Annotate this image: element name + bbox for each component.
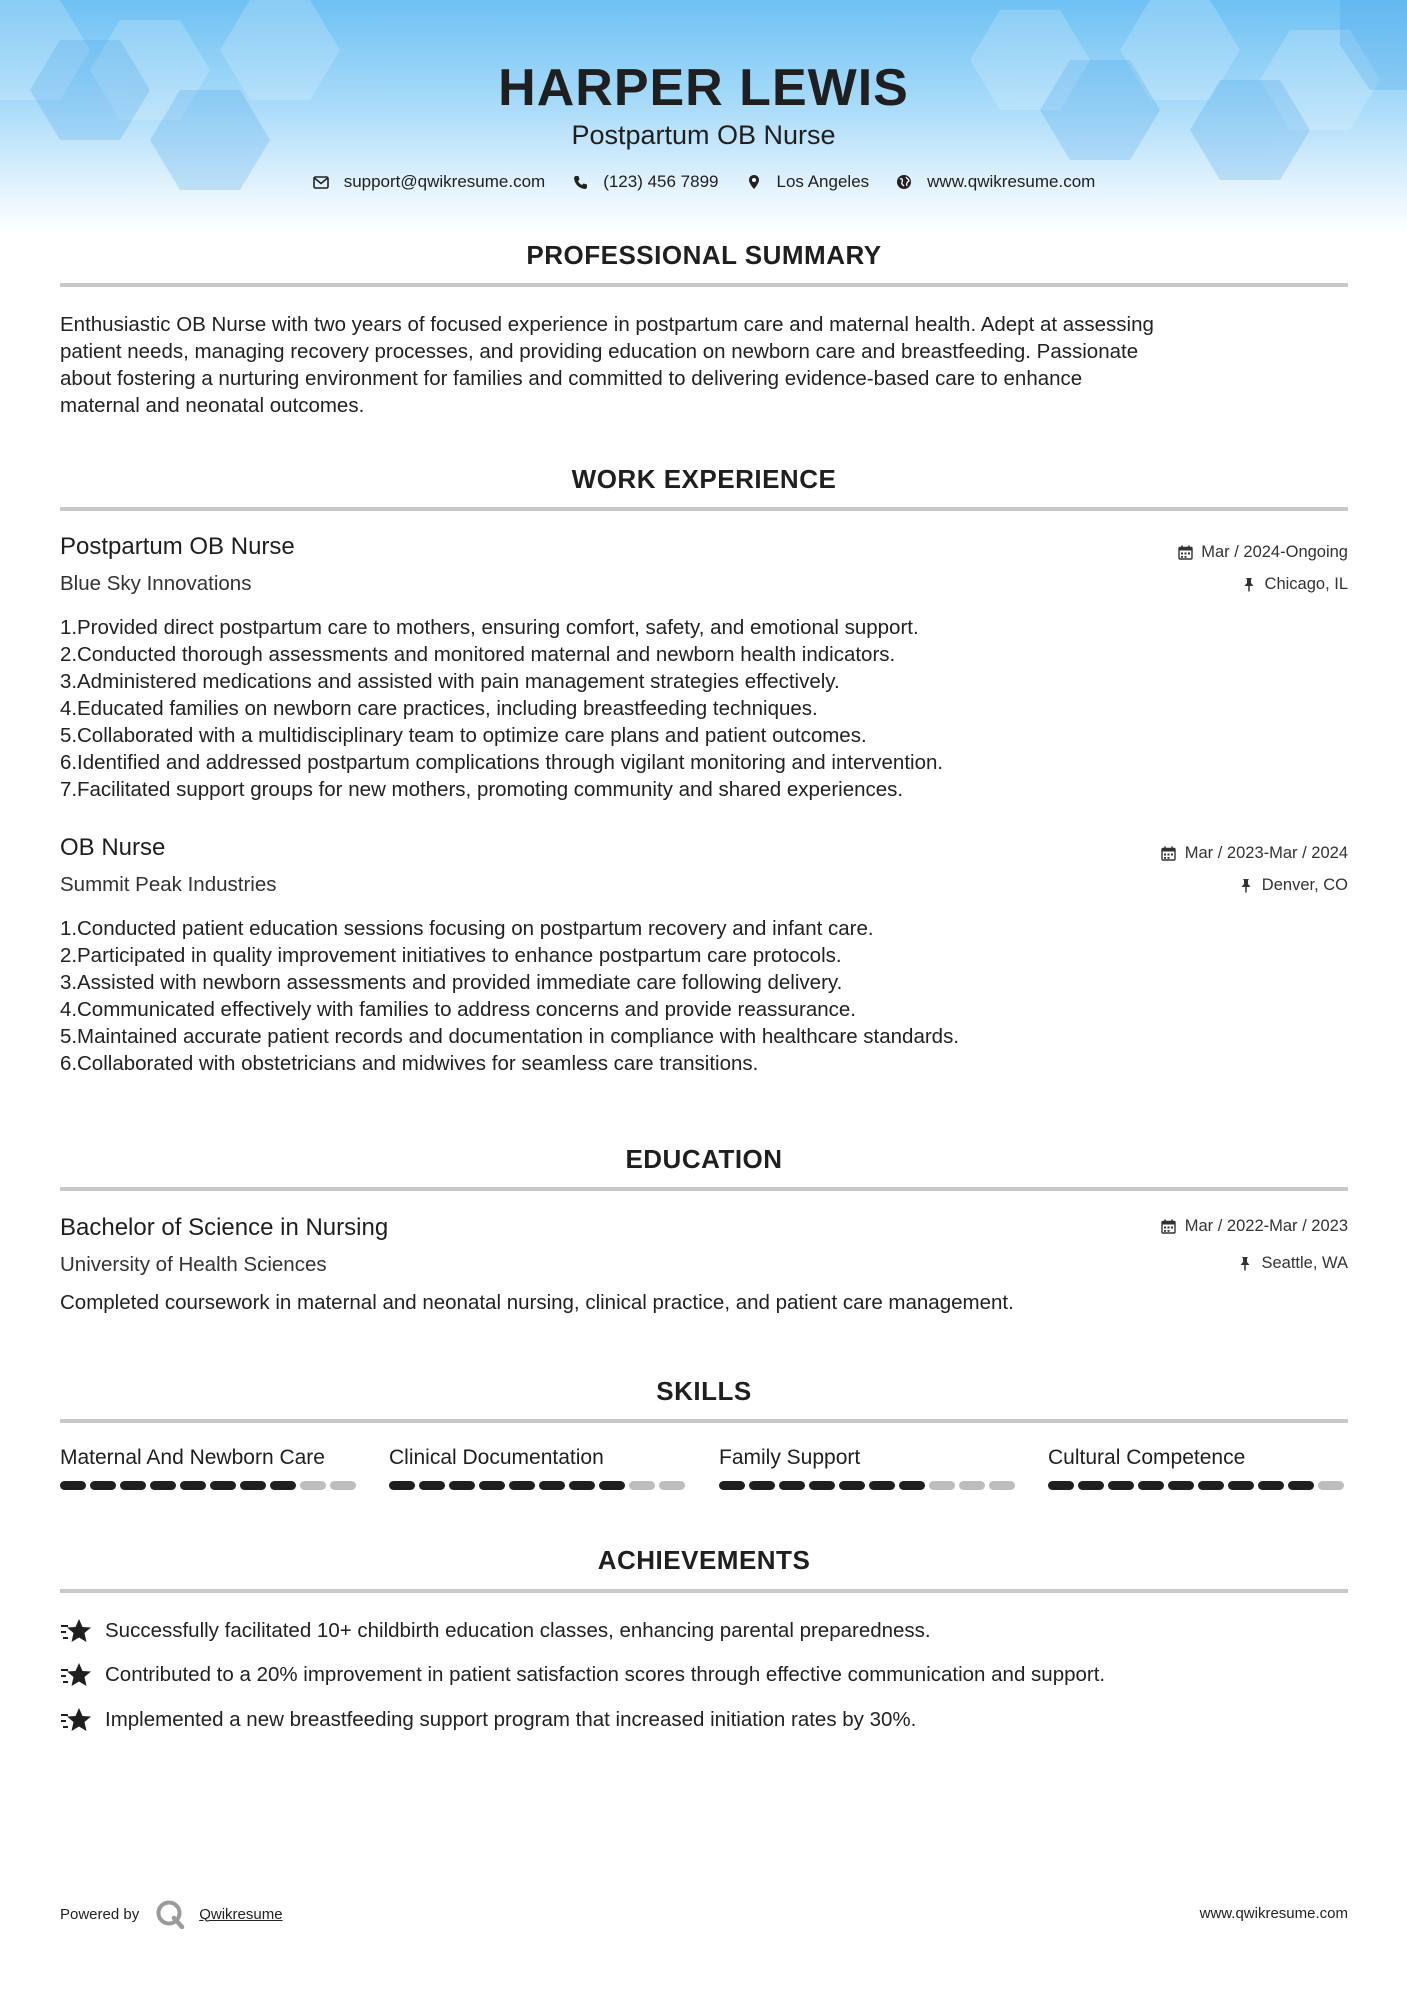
skill-segment-filled — [479, 1481, 505, 1490]
achievement-text: Contributed to a 20% improvement in patient satisfaction scores through effective communication and support. — [105, 1663, 1106, 1686]
skill-segment-empty — [659, 1481, 685, 1490]
skill-segment-filled — [779, 1481, 805, 1490]
skill-segment-filled — [270, 1481, 296, 1490]
job-date-text: Mar / 2023-Mar / 2024 — [1184, 844, 1348, 862]
skill-item — [1048, 1446, 1348, 1490]
candidate-role: Postpartum OB Nurse — [571, 120, 836, 150]
footer-website-link[interactable]: www.qwikresume.com — [1199, 1905, 1348, 1922]
star-icon — [60, 1617, 92, 1645]
skill-level-bar — [1048, 1481, 1348, 1490]
achievement-item — [60, 1617, 931, 1645]
skill-item — [60, 1446, 360, 1490]
skill-segment-filled — [869, 1481, 895, 1490]
skill-segment-filled — [839, 1481, 865, 1490]
list-item: 1. Conducted patient education sessions focusing on postpartum recovery and infant care. — [60, 917, 874, 940]
skill-segment-filled — [1048, 1481, 1074, 1490]
list-item: 1. Provided direct postpartum care to mothers, ensuring comfort, safety, and emotional support. — [60, 616, 919, 639]
skill-segment-empty — [959, 1481, 985, 1490]
skill-name: Family Support — [719, 1446, 861, 1469]
summary-line: patient needs, managing recovery processes, and providing education on newborn care and breastfeeding. Passionate — [60, 340, 1139, 363]
job-location-text: Chicago, IL — [1264, 575, 1348, 593]
summary-heading: PROFESSIONAL SUMMARY — [526, 240, 882, 270]
list-item: 6. Identified and addressed postpartum complications through vigilant monitoring and intervention. — [60, 751, 944, 774]
education-divider — [60, 1187, 1348, 1191]
contact-phone-text: (123) 456 7899 — [603, 172, 719, 191]
job-date — [1177, 543, 1348, 562]
skill-segment-filled — [809, 1481, 835, 1490]
skill-item — [719, 1446, 1019, 1490]
job-responsibilities — [60, 614, 1310, 803]
star-icon — [60, 1661, 92, 1689]
skill-segment-filled — [1168, 1481, 1194, 1490]
skill-segment-filled — [569, 1481, 595, 1490]
job-date-text: Mar / 2024-Ongoing — [1201, 543, 1348, 561]
skill-segment-filled — [210, 1481, 236, 1490]
skill-segment-filled — [539, 1481, 565, 1490]
list-item: 4. Communicated effectively with families to address concerns and provide reassurance. — [60, 998, 856, 1021]
list-item: 2. Participated in quality improvement initiatives to enhance postpartum care protocols. — [60, 944, 842, 967]
job-location — [1238, 876, 1348, 895]
envelope-icon — [312, 173, 330, 191]
summary-text — [60, 311, 1348, 419]
skill-segment-filled — [1198, 1481, 1224, 1490]
summary-line: maternal and neonatal outcomes. — [60, 394, 365, 417]
skills-divider — [60, 1419, 1348, 1423]
skill-segment-filled — [389, 1481, 415, 1490]
phone-icon — [571, 173, 589, 191]
pushpin-icon — [1237, 1256, 1253, 1272]
contact-email-text: support@qwikresume.com — [343, 172, 546, 191]
skill-segment-filled — [449, 1481, 475, 1490]
education-school: University of Health Sciences — [60, 1253, 327, 1276]
list-item: 4. Educated families on newborn care practices, including breastfeeding techniques. — [60, 697, 818, 720]
calendar-icon — [1161, 846, 1177, 862]
contact-bar — [0, 172, 1407, 192]
list-item: 3. Administered medications and assisted with pain management strategies effectively. — [60, 670, 840, 693]
skill-segment-filled — [749, 1481, 775, 1490]
skill-segment-filled — [1228, 1481, 1254, 1490]
skill-segment-filled — [180, 1481, 206, 1490]
skill-name: Clinical Documentation — [389, 1446, 604, 1469]
map-pin-icon — [745, 173, 763, 191]
footer-powered-by — [60, 1899, 283, 1929]
skills-heading: SKILLS — [656, 1376, 752, 1406]
achievements-heading: ACHIEVEMENTS — [597, 1545, 811, 1575]
education-location-text: Seattle, WA — [1261, 1254, 1348, 1272]
achievements-divider — [60, 1589, 1348, 1593]
skill-segment-filled — [120, 1481, 146, 1490]
skill-segment-filled — [1138, 1481, 1164, 1490]
summary-line: about fostering a nurturing environment for families and committed to delivering evidence-based care to enhance — [60, 367, 1083, 390]
job-location — [1241, 575, 1348, 594]
skill-segment-empty — [629, 1481, 655, 1490]
skill-item — [389, 1446, 689, 1490]
achievement-item — [60, 1661, 1105, 1689]
skill-segment-empty — [989, 1481, 1015, 1490]
job-company: Blue Sky Innovations — [60, 572, 252, 595]
achievement-text: Successfully facilitated 10+ childbirth education classes, enhancing parental preparedness. — [105, 1619, 931, 1642]
contact-location — [745, 172, 870, 192]
skill-segment-filled — [150, 1481, 176, 1490]
star-icon — [60, 1706, 92, 1734]
candidate-name: HARPER LEWIS — [498, 59, 909, 117]
list-item: 7. Facilitated support groups for new mothers, promoting community and shared experiences. — [60, 778, 904, 801]
skill-segment-filled — [1288, 1481, 1314, 1490]
list-item: 2. Conducted thorough assessments and monitored maternal and newborn health indicators. — [60, 643, 896, 666]
education-degree: Bachelor of Science in Nursing — [60, 1214, 389, 1241]
experience-divider — [60, 507, 1348, 511]
list-item: 5. Maintained accurate patient records and documentation in compliance with healthcare standards. — [60, 1025, 960, 1048]
job-responsibilities — [60, 915, 1310, 1077]
calendar-icon — [1161, 1219, 1177, 1235]
skill-segment-empty — [1318, 1481, 1344, 1490]
contact-phone[interactable] — [571, 172, 718, 192]
skill-segment-filled — [419, 1481, 445, 1490]
pushpin-icon — [1238, 878, 1254, 894]
achievement-text: Implemented a new breastfeeding support program that increased initiation rates by 30%. — [105, 1708, 917, 1731]
list-item: 5. Collaborated with a multidisciplinary team to optimize care plans and patient outcomes. — [60, 724, 867, 747]
globe-icon — [895, 173, 913, 191]
skill-name: Maternal And Newborn Care — [60, 1446, 325, 1469]
skill-segment-empty — [330, 1481, 356, 1490]
skill-segment-empty — [929, 1481, 955, 1490]
qwikresume-logo-icon — [155, 1899, 185, 1929]
job-date — [1161, 844, 1348, 863]
skill-level-bar — [389, 1481, 689, 1490]
skill-segment-filled — [90, 1481, 116, 1490]
skill-segment-filled — [1258, 1481, 1284, 1490]
powered-by-label: Powered by — [60, 1905, 140, 1923]
pushpin-icon — [1241, 577, 1257, 593]
experience-heading: WORK EXPERIENCE — [571, 464, 837, 494]
list-item: 6. Collaborated with obstetricians and midwives for seamless care transitions. — [60, 1052, 759, 1075]
skill-segment-filled — [599, 1481, 625, 1490]
skill-segment-filled — [1108, 1481, 1134, 1490]
contact-email[interactable] — [312, 172, 546, 192]
skill-name: Cultural Competence — [1048, 1446, 1246, 1469]
qwikresume-link[interactable]: Qwikresume — [199, 1905, 283, 1923]
skill-level-bar — [719, 1481, 1019, 1490]
education-description: Completed coursework in maternal and neonatal nursing, clinical practice, and patient care management. — [60, 1291, 1014, 1314]
skill-segment-filled — [719, 1481, 745, 1490]
list-item: 3. Assisted with newborn assessments and provided immediate care following delivery. — [60, 971, 843, 994]
education-heading: EDUCATION — [625, 1144, 783, 1174]
job-title: Postpartum OB Nurse — [60, 533, 295, 560]
calendar-icon — [1177, 545, 1193, 561]
skill-level-bar — [60, 1481, 360, 1490]
summary-line: Enthusiastic OB Nurse with two years of focused experience in postpartum care and maternal health. Adept at assessing — [60, 313, 1154, 336]
skill-segment-empty — [300, 1481, 326, 1490]
skill-segment-filled — [240, 1481, 266, 1490]
job-location-text: Denver, CO — [1261, 876, 1348, 894]
job-title: OB Nurse — [60, 834, 166, 861]
job-company: Summit Peak Industries — [60, 873, 277, 896]
education-date-text: Mar / 2022-Mar / 2023 — [1184, 1217, 1348, 1235]
skill-segment-filled — [1078, 1481, 1104, 1490]
skill-segment-filled — [60, 1481, 86, 1490]
skill-segment-filled — [899, 1481, 925, 1490]
contact-website[interactable] — [895, 172, 1095, 192]
contact-location-text: Los Angeles — [776, 172, 870, 191]
education-date — [1161, 1217, 1348, 1236]
summary-divider — [60, 283, 1348, 287]
education-location — [1237, 1254, 1348, 1273]
skill-segment-filled — [509, 1481, 535, 1490]
contact-website-text: www.qwikresume.com — [927, 172, 1096, 191]
achievement-item — [60, 1706, 916, 1734]
